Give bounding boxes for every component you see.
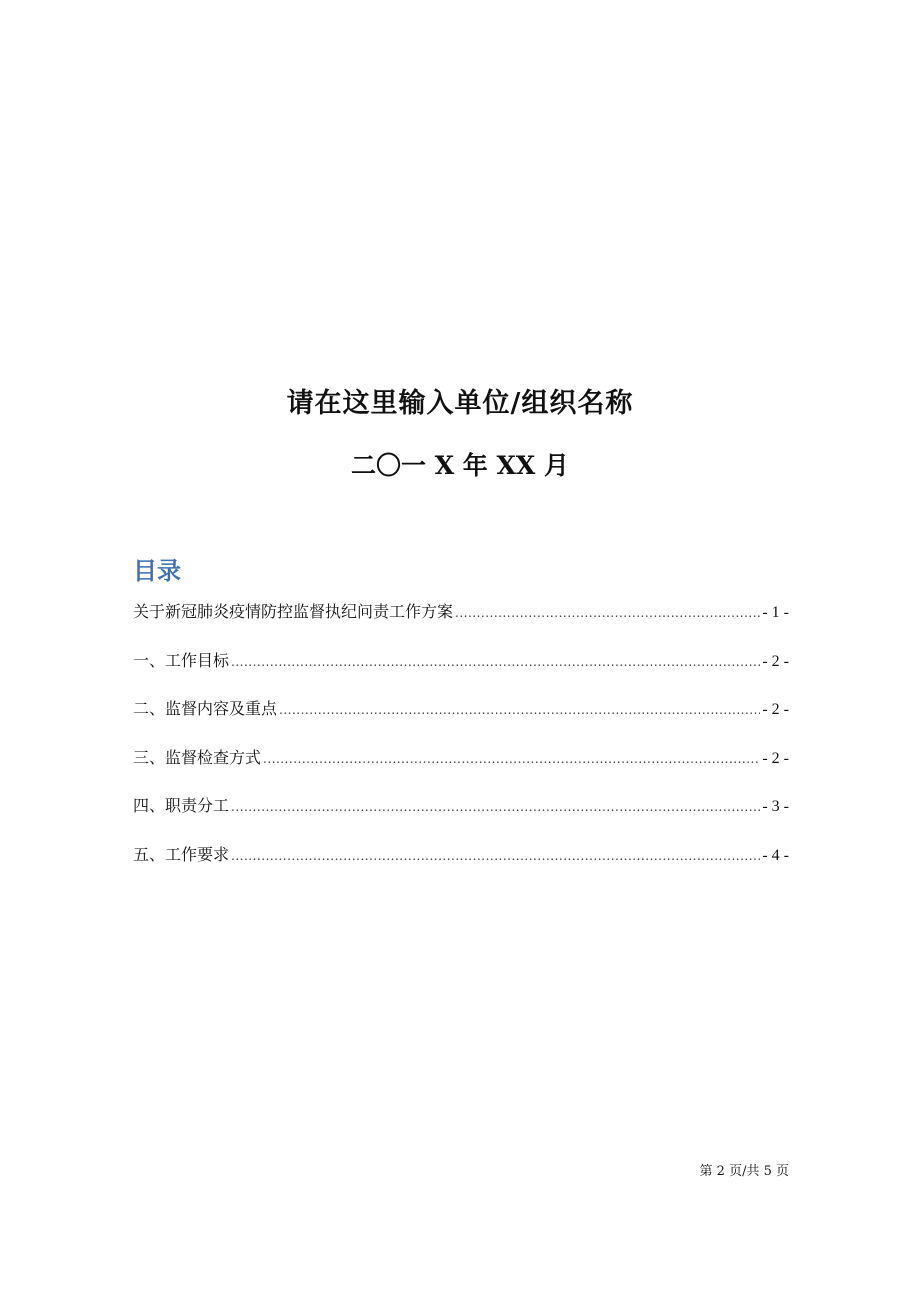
toc-entry-page: - 2 -: [762, 652, 789, 670]
toc-entry-title: 一、工作目标: [133, 650, 230, 670]
toc-entry-page: - 4 -: [762, 846, 789, 864]
toc-entry[interactable]: [133, 645, 789, 694]
toc-leader-dots: [231, 791, 760, 823]
toc-entry[interactable]: [133, 839, 789, 888]
toc-entry-page: - 1 -: [762, 604, 789, 621]
toc-entry-title: 关于新冠肺炎疫情防控监督执纪问责工作方案: [133, 602, 454, 621]
toc-entry[interactable]: [133, 790, 789, 839]
toc-entry-title: 二、监督内容及重点: [133, 699, 278, 719]
toc-leader-dots: [279, 694, 760, 726]
document-date: 二〇一 X 年 XX 月: [350, 451, 569, 480]
toc-leader-dots: [455, 597, 760, 629]
table-of-contents: [133, 596, 789, 888]
toc-entry-page: - 3 -: [762, 798, 789, 816]
toc-entry-title: 四、职责分工: [133, 796, 230, 816]
page-number-footer: 第 2 页/共 5 页: [699, 1164, 789, 1179]
toc-entry[interactable]: [133, 596, 789, 645]
toc-entry[interactable]: [133, 693, 789, 742]
toc-heading: 目录: [133, 557, 181, 585]
toc-leader-dots: [231, 840, 760, 872]
toc-entry-title: 三、监督检查方式: [133, 747, 262, 767]
organization-name-title: 请在这里输入单位/组织名称: [286, 388, 634, 419]
toc-entry-page: - 2 -: [762, 701, 789, 719]
toc-leader-dots: [231, 646, 760, 678]
toc-entry-title: 五、工作要求: [133, 844, 230, 864]
toc-leader-dots: [263, 743, 760, 775]
toc-entry[interactable]: [133, 742, 789, 791]
toc-entry-page: - 2 -: [762, 749, 789, 767]
